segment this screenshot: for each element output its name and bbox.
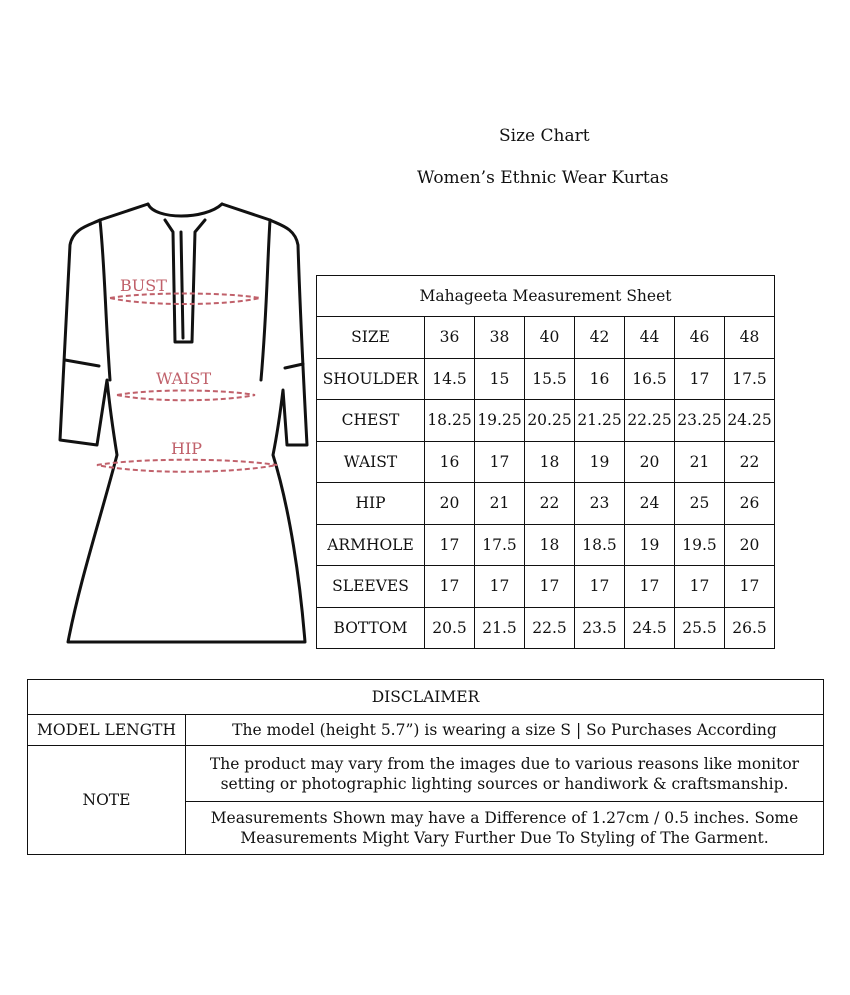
table-row: [317, 441, 775, 483]
table-cell: 26: [725, 483, 775, 525]
table-cell: 21.25: [575, 400, 625, 442]
table-cell: 23.25: [675, 400, 725, 442]
table-cell: 25.5: [675, 607, 725, 649]
table-cell: 16: [425, 441, 475, 483]
table-cell: 22.25: [625, 400, 675, 442]
table-row: [317, 524, 775, 566]
note-text-2: [186, 802, 824, 855]
table-cell: 20: [425, 483, 475, 525]
row-label: HIP: [317, 483, 425, 525]
kurta-neckline: [148, 204, 222, 216]
table-row: [317, 607, 775, 649]
disclaimer-table: [27, 679, 824, 855]
note-text-2-line-2: Measurements Might Vary Further Due To Styling of The Garment.: [240, 829, 769, 847]
table-cell: 17: [525, 566, 575, 608]
table-cell: 17: [425, 566, 475, 608]
table-cell: 26.5: [725, 607, 775, 649]
page-subtitle: Women’s Ethnic Wear Kurtas: [417, 168, 669, 188]
table-cell: 19.25: [475, 400, 525, 442]
bust-measure-line: [110, 294, 260, 305]
table-cell: 36: [425, 317, 475, 359]
table-cell: 17: [425, 524, 475, 566]
table-row: [317, 400, 775, 442]
row-label: BOTTOM: [317, 607, 425, 649]
table-cell: 20.25: [525, 400, 575, 442]
table-cell: 19.5: [675, 524, 725, 566]
table-cell: 17: [675, 358, 725, 400]
table-cell: 24.25: [725, 400, 775, 442]
table-cell: 46: [675, 317, 725, 359]
table-cell: 19: [575, 441, 625, 483]
table-cell: 23.5: [575, 607, 625, 649]
waist-label: WAIST: [156, 369, 212, 388]
hip-measure-line: [97, 460, 277, 472]
bust-label: BUST: [120, 276, 167, 295]
measurement-sheet-table: [316, 275, 775, 649]
page-title: Size Chart: [499, 126, 590, 146]
table-cell: 17: [625, 566, 675, 608]
table-cell: 17: [725, 566, 775, 608]
note-text-1-line-2: setting or photographic lighting sources or handiwork & craftsmanship.: [220, 774, 789, 793]
table-cell: 23: [575, 483, 625, 525]
table-cell: 17: [475, 441, 525, 483]
kurta-placket: [165, 220, 205, 342]
row-label: SLEEVES: [317, 566, 425, 608]
table-cell: 44: [625, 317, 675, 359]
table-cell: 14.5: [425, 358, 475, 400]
table-cell: 24: [625, 483, 675, 525]
table-cell: 18.25: [425, 400, 475, 442]
table-cell: 24.5: [625, 607, 675, 649]
note-text-2-line-1: Measurements Shown may have a Difference of 1.27cm / 0.5 inches. Some: [210, 809, 799, 827]
row-label: SIZE: [317, 317, 425, 359]
note-text-1: [186, 746, 824, 802]
table-cell: 22.5: [525, 607, 575, 649]
table-row: [317, 483, 775, 525]
table-cell: 15: [475, 358, 525, 400]
row-label: ARMHOLE: [317, 524, 425, 566]
table-cell: 22: [725, 441, 775, 483]
hip-label: HIP: [171, 439, 203, 458]
table-cell: 17.5: [725, 358, 775, 400]
disclaimer-title: DISCLAIMER: [28, 680, 824, 715]
table-cell: 18.5: [575, 524, 625, 566]
measurement-sheet-title: Mahageeta Measurement Sheet: [317, 276, 775, 317]
table-cell: 18: [525, 441, 575, 483]
table-cell: 21: [475, 483, 525, 525]
table-cell: 40: [525, 317, 575, 359]
table-cell: 18: [525, 524, 575, 566]
table-cell: 21: [675, 441, 725, 483]
note-text-1-line-1: The product may vary from the images due to various reasons like monitor: [209, 754, 800, 773]
table-cell: 20: [725, 524, 775, 566]
kurta-right-sleeve-seam: [261, 220, 270, 380]
model-length-text: The model (height 5.7”) is wearing a size S | So Purchases According: [186, 715, 824, 746]
table-cell: 20: [625, 441, 675, 483]
kurta-left-sleeve-seam: [100, 220, 110, 380]
model-length-label: MODEL LENGTH: [28, 715, 186, 746]
table-cell: 17: [675, 566, 725, 608]
kurta-illustration: [55, 190, 315, 660]
table-cell: 17: [475, 566, 525, 608]
table-cell: 48: [725, 317, 775, 359]
table-cell: 17: [575, 566, 625, 608]
table-row: [317, 566, 775, 608]
table-cell: 22: [525, 483, 575, 525]
row-label: WAIST: [317, 441, 425, 483]
waist-measure-line: [117, 391, 255, 401]
table-row: [317, 317, 775, 359]
table-cell: 19: [625, 524, 675, 566]
table-cell: 15.5: [525, 358, 575, 400]
table-cell: 17.5: [475, 524, 525, 566]
note-label: NOTE: [28, 746, 186, 855]
table-cell: 21.5: [475, 607, 525, 649]
table-row: [317, 358, 775, 400]
table-cell: 16.5: [625, 358, 675, 400]
table-cell: 38: [475, 317, 525, 359]
table-cell: 25: [675, 483, 725, 525]
table-cell: 20.5: [425, 607, 475, 649]
row-label: CHEST: [317, 400, 425, 442]
table-cell: 16: [575, 358, 625, 400]
row-label: SHOULDER: [317, 358, 425, 400]
table-cell: 42: [575, 317, 625, 359]
kurta-outline: [60, 204, 307, 642]
